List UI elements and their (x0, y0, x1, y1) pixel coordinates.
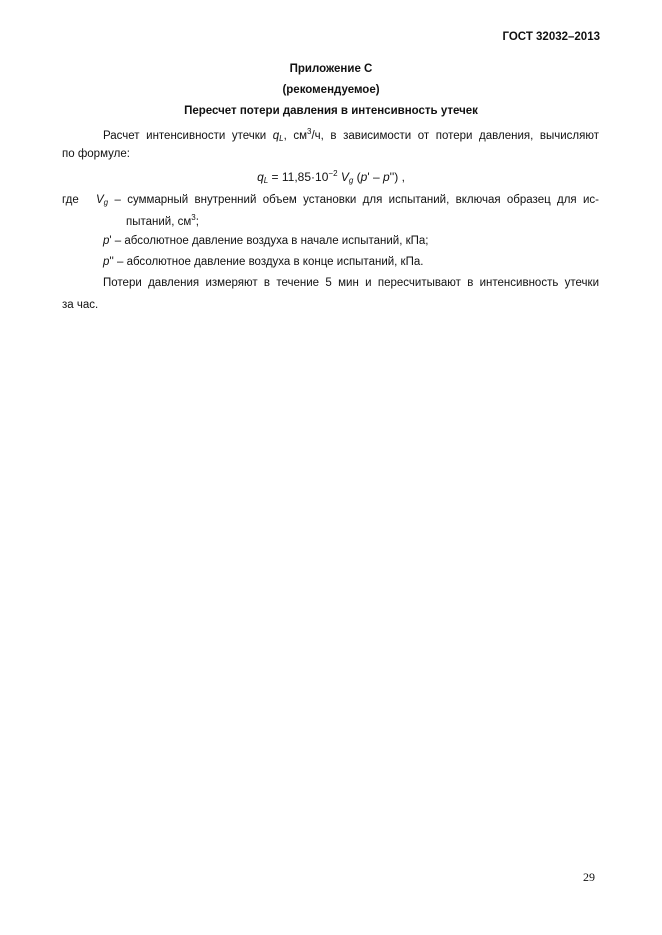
intro-symbol-sub: L (279, 134, 284, 143)
p2-definition (103, 256, 423, 268)
formula-p2: p (382, 170, 390, 184)
formula (0, 169, 662, 185)
formula-coefficient: = 11,85·10 (268, 170, 329, 184)
final-line-1: Потери давления измеряют в течение 5 мин и пересчитывают в интенсивность утечки (103, 277, 599, 289)
formula-p1: p (360, 170, 368, 184)
intro-symbol: q (272, 130, 280, 142)
formula-minus: ' – (367, 170, 383, 184)
vg-symbol-sub: g (103, 198, 109, 207)
p1-symbol: p (103, 235, 110, 247)
appendix-title: Приложение С (289, 63, 373, 75)
vg-symbol: V (96, 194, 104, 206)
where-label: где (62, 194, 79, 206)
intro-text-start: Расчет интенсивности утечки (103, 130, 273, 142)
p1-definition-text: ' – абсолютное давление воздуха в начале испытаний, кПа; (109, 235, 429, 247)
appendix-status: (рекомендуемое) (282, 84, 380, 96)
intro-line-1 (103, 127, 599, 143)
intro-unit-sup: 3 (307, 127, 312, 136)
formula-exponent: −2 (328, 169, 338, 178)
appendix-subtitle: Пересчет потери давления в интенсивность утечек (184, 105, 478, 117)
p2-symbol: p (103, 256, 110, 268)
formula-close: '') , (389, 170, 405, 184)
standard-code: ГОСТ 32032–2013 (502, 31, 600, 43)
intro-line-2: по формуле: (62, 148, 130, 160)
final-line-2: за час. (62, 299, 99, 311)
vg-definition-line-2 (126, 213, 199, 228)
vg-definition-end: ; (195, 216, 199, 228)
intro-text-end: /ч, в зависимости от потери давления, вычисляют (311, 130, 599, 142)
vg-definition-line-1 (96, 194, 599, 207)
formula-vg-sub: g (348, 176, 354, 185)
formula-open-paren: ( (353, 170, 361, 184)
p1-definition (103, 235, 428, 247)
page-number: 29 (583, 870, 595, 884)
intro-unit: , см (283, 130, 308, 142)
formula-lhs: q (257, 170, 264, 184)
formula-vg: V (337, 170, 349, 184)
vg-definition-text: – суммарный внутренний объем установки для испытаний, включая образец для ис- (108, 194, 599, 206)
vg-definition-cont: пытаний, см (126, 216, 192, 228)
p2-definition-text: '' – абсолютное давление воздуха в конце испытаний, кПа. (109, 256, 424, 268)
formula-lhs-sub: L (263, 176, 269, 185)
vg-definition-sup: 3 (191, 213, 196, 222)
